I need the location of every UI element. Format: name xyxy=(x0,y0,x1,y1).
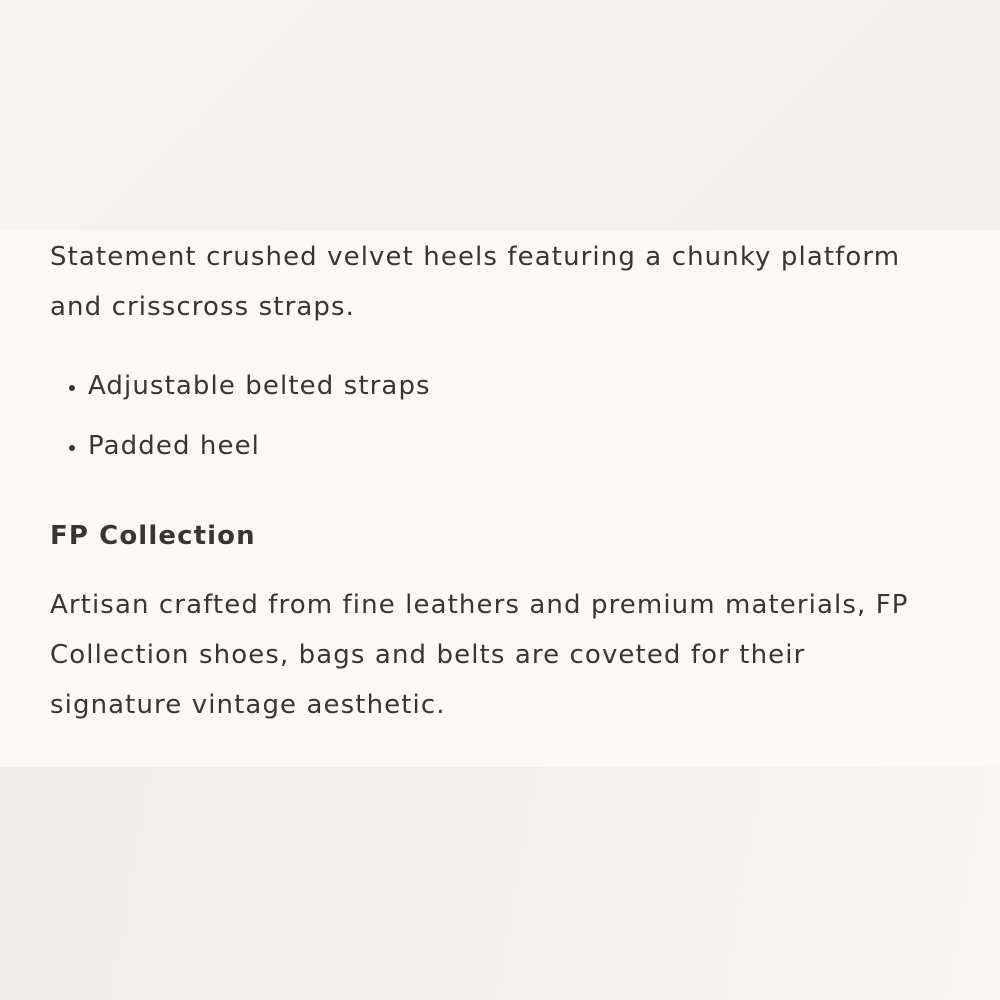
product-description-content xyxy=(50,232,930,730)
feature-list xyxy=(50,361,930,471)
product-description-panel xyxy=(0,230,1000,767)
collection-heading: FP Collection xyxy=(50,521,256,551)
product-summary-text: Statement crushed velvet heels featuring a chunky platform and crisscross straps. xyxy=(50,242,901,322)
feature-list-item: • Adjustable belted straps xyxy=(88,361,930,411)
collection-description-text: Artisan crafted from fine leathers and premium materials, FP Collection shoes, bags and belts are coveted for their signature vintage aesthetic. xyxy=(50,590,909,720)
top-spacer-band xyxy=(0,0,1000,230)
bottom-spacer-band xyxy=(0,767,1000,1000)
feature-list-item: • Padded heel xyxy=(88,421,930,471)
